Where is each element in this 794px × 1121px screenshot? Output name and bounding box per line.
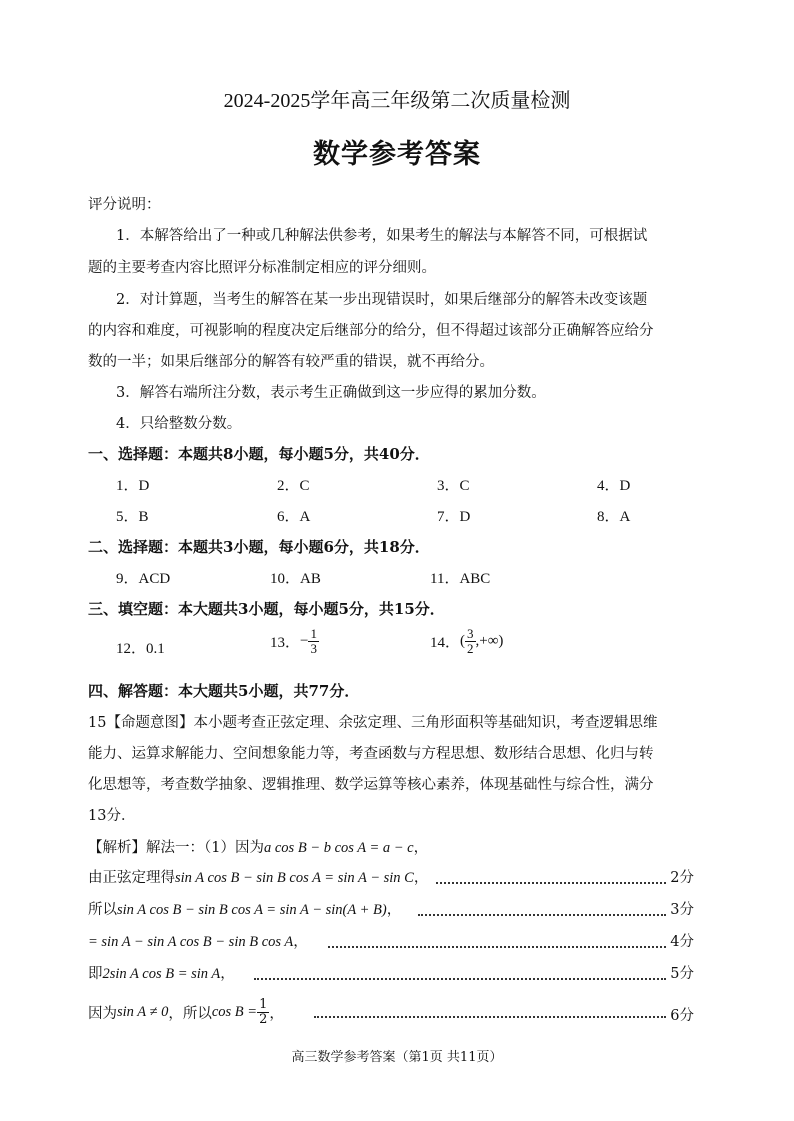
step-prefix: 由正弦定理得 bbox=[88, 870, 175, 886]
answer-3: 3．C bbox=[437, 478, 470, 494]
note-1-line-2: 题的主要考查内容比照评分标准制定相应的评分细则。 bbox=[88, 260, 436, 276]
answer-1: 1．D bbox=[116, 478, 150, 494]
fraction-denominator: 2 bbox=[259, 1012, 268, 1027]
exam-title: 2024-2025学年高三年级第二次质量检测 bbox=[223, 90, 571, 112]
leader-dots bbox=[328, 944, 666, 948]
solution-step-1 bbox=[88, 866, 694, 888]
leader-dots bbox=[418, 912, 666, 916]
solution-step-3 bbox=[88, 930, 694, 952]
leader-dots bbox=[314, 1014, 666, 1018]
answer-4: 4．D bbox=[597, 478, 631, 494]
page-footer: 高三数学参考答案（第1页 共11页） bbox=[291, 1050, 503, 1065]
cos-b-fraction bbox=[257, 998, 269, 1027]
punctuation: ， bbox=[269, 1006, 284, 1022]
answer-9: 9．ACD bbox=[116, 571, 171, 587]
punctuation: ， bbox=[413, 840, 429, 856]
step-5-score: 6分 bbox=[670, 1008, 694, 1024]
answer-5: 5．B bbox=[116, 509, 149, 525]
step-prefix: 即 bbox=[88, 966, 103, 982]
fraction-denominator: 3 bbox=[310, 641, 317, 656]
punctuation: ， bbox=[220, 966, 235, 982]
step-prefix: 所以 bbox=[88, 902, 117, 918]
section-4-heading: 四、解答题：本大题共5小题，共77分． bbox=[88, 682, 360, 700]
punctuation: ， bbox=[386, 902, 402, 918]
problem-15-intro-line-4: 13分． bbox=[88, 808, 136, 824]
document-title: 数学参考答案 bbox=[313, 139, 481, 169]
step-4-score: 5分 bbox=[670, 966, 694, 982]
answer-14-label: 14． bbox=[430, 635, 461, 651]
step-1-text bbox=[88, 866, 434, 887]
step-5-text bbox=[88, 998, 290, 1027]
step-equation: = sin A − sin A cos B − sin B cos A bbox=[88, 934, 294, 950]
section-2-heading: 二、选择题：本题共3小题，每小题6分，共18分． bbox=[88, 538, 430, 556]
problem-15-intro-line-2: 能力、运算求解能力、空间想象能力等，考查函数与方程思想、数形结合思想、化归与转 bbox=[88, 746, 654, 762]
section-3-heading: 三、填空题：本大题共3小题，每小题5分，共15分． bbox=[88, 600, 445, 618]
answer-10: 10．AB bbox=[270, 571, 321, 587]
step-3-text bbox=[88, 930, 314, 951]
step-equation: 2sin A cos B = sin A bbox=[102, 966, 221, 982]
punctuation: ， bbox=[293, 934, 308, 950]
step-4-text bbox=[88, 962, 241, 983]
note-1-line-1: 1．本解答给出了一种或几种解法供参考，如果考生的解法与本解答不同，可根据试 bbox=[116, 228, 648, 244]
answer-13-sign: − bbox=[300, 633, 309, 649]
step-2-text bbox=[88, 898, 407, 919]
section-1-heading: 一、选择题：本题共8小题，每小题5分，共40分． bbox=[88, 445, 430, 463]
step-condition: sin A ≠ 0 bbox=[117, 1004, 169, 1020]
answer-13-fraction bbox=[308, 627, 319, 656]
answer-6: 6．A bbox=[277, 509, 311, 525]
answer-2: 2．C bbox=[277, 478, 310, 494]
fraction-numerator: 3 bbox=[467, 626, 474, 641]
punctuation: ， bbox=[413, 870, 429, 886]
note-3: 3．解答右端所注分数，表示考生正确做到这一步应得的累加分数。 bbox=[116, 385, 546, 401]
step-3-score: 4分 bbox=[670, 934, 694, 950]
step-equation: sin A cos B − sin B cos A = sin A − sin C bbox=[175, 870, 414, 886]
note-4: 4．只给整数分数。 bbox=[116, 416, 242, 432]
leader-dots bbox=[428, 880, 666, 884]
answer-7: 7．D bbox=[437, 509, 471, 525]
answer-11: 11．ABC bbox=[430, 571, 491, 587]
answer-13 bbox=[270, 627, 319, 656]
solution-step-2 bbox=[88, 898, 694, 920]
solution-intro bbox=[88, 836, 428, 857]
solution-prefix: 【解析】解法一：（1）因为 bbox=[88, 840, 264, 856]
answer-13-label: 13． bbox=[270, 635, 301, 651]
answer-14 bbox=[430, 627, 503, 656]
interval-rest: ,+∞) bbox=[475, 633, 504, 649]
step-equation: cos B = bbox=[211, 1004, 258, 1020]
fraction-numerator: 1 bbox=[259, 997, 268, 1012]
step-connector: ，所以 bbox=[168, 1006, 212, 1022]
note-2-line-3: 数的一半；如果后继部分的解答有较严重的错误，就不再给分。 bbox=[88, 354, 494, 370]
step-prefix: 因为 bbox=[88, 1006, 117, 1022]
solution-step-4 bbox=[88, 962, 694, 984]
step-equation: sin A cos B − sin B cos A = sin A − sin(A + B) bbox=[117, 902, 387, 918]
problem-15-intro-line-3: 化思想等，考查数学抽象、逻辑推理、数学运算等核心素养，体现基础性与综合性，满分 bbox=[88, 777, 654, 793]
answer-12: 12．0.1 bbox=[116, 641, 165, 657]
step-1-score: 2分 bbox=[670, 870, 694, 886]
solution-step-5 bbox=[88, 997, 694, 1030]
leader-dots bbox=[254, 976, 666, 980]
answer-8: 8．A bbox=[597, 509, 631, 525]
interval-open-paren: ( bbox=[460, 633, 466, 649]
fraction-denominator: 2 bbox=[467, 641, 474, 656]
answer-14-fraction bbox=[465, 627, 476, 656]
problem-15-intro-line-1: 15【命题意图】本小题考查正弦定理、余弦定理、三角形面积等基础知识，考查逻辑思维 bbox=[88, 715, 658, 731]
note-2-line-1: 2．对计算题，当考生的解答在某一步出现错误时，如果后继部分的解答未改变该题 bbox=[116, 292, 648, 308]
given-equation: a cos B − b cos A = a − c bbox=[263, 840, 414, 856]
fraction-numerator: 1 bbox=[310, 626, 317, 641]
notes-label: 评分说明： bbox=[88, 197, 161, 213]
note-2-line-2: 的内容和难度，可视影响的程度决定后继部分的给分，但不得超过该部分正确解答应给分 bbox=[88, 323, 654, 339]
step-2-score: 3分 bbox=[670, 902, 694, 918]
